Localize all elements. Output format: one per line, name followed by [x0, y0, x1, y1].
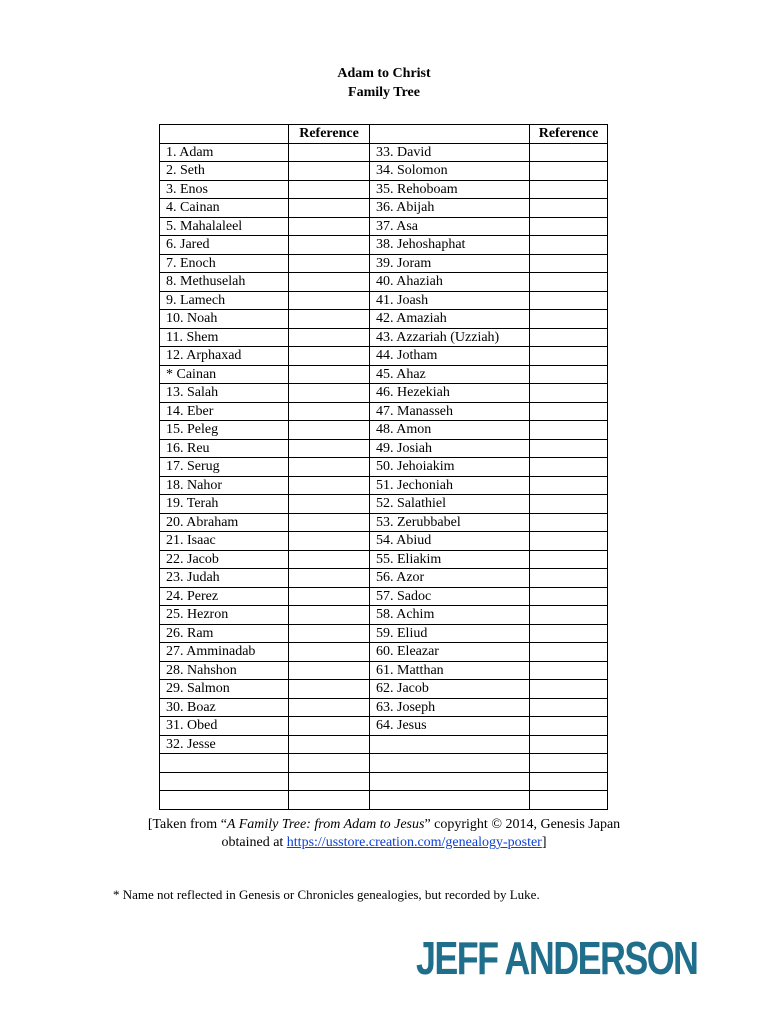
table-row — [160, 162, 608, 181]
reference-cell-left — [289, 328, 370, 347]
table-row — [160, 143, 608, 162]
name-cell-left: 25. Hezron — [160, 606, 289, 625]
reference-cell-right — [530, 217, 608, 236]
document-subtitle: Family Tree — [348, 85, 420, 100]
header-name-right — [370, 125, 530, 144]
reference-cell-right — [530, 291, 608, 310]
name-cell-left: 13. Salah — [160, 384, 289, 403]
table-row — [160, 587, 608, 606]
reference-cell-left — [289, 717, 370, 736]
name-cell-right: 39. Joram — [370, 254, 530, 273]
table-body — [160, 143, 608, 809]
reference-cell-right — [530, 717, 608, 736]
name-cell-right: 41. Joash — [370, 291, 530, 310]
credit-suffix: ” copyright © 2014, Genesis Japan — [424, 817, 621, 832]
name-cell-left: 3. Enos — [160, 180, 289, 199]
name-cell-left: 19. Terah — [160, 495, 289, 514]
name-cell-left: 7. Enoch — [160, 254, 289, 273]
reference-cell-left — [289, 347, 370, 366]
name-cell-right: 59. Eliud — [370, 624, 530, 643]
table-row — [160, 365, 608, 384]
reference-cell-right — [530, 550, 608, 569]
reference-cell-right — [530, 254, 608, 273]
table-row — [160, 310, 608, 329]
reference-cell-right — [530, 439, 608, 458]
reference-cell-left — [289, 402, 370, 421]
name-cell-right: 35. Rehoboam — [370, 180, 530, 199]
reference-cell-right — [530, 402, 608, 421]
reference-cell-right — [530, 328, 608, 347]
header-reference-left: Reference — [289, 125, 370, 144]
reference-cell-right — [530, 347, 608, 366]
reference-cell-left — [289, 550, 370, 569]
table-row — [160, 791, 608, 810]
reference-cell-left — [289, 643, 370, 662]
table-row — [160, 236, 608, 255]
header-name-left — [160, 125, 289, 144]
reference-cell-left — [289, 458, 370, 477]
footnote: * Name not reflected in Genesis or Chronicles genealogies, but recorded by Luke. — [113, 887, 540, 902]
reference-cell-right — [530, 273, 608, 292]
name-cell-left: 20. Abraham — [160, 513, 289, 532]
name-cell-left: 16. Reu — [160, 439, 289, 458]
table-row — [160, 180, 608, 199]
reference-cell-left — [289, 587, 370, 606]
name-cell-right: 50. Jehoiakim — [370, 458, 530, 477]
reference-cell-right — [530, 421, 608, 440]
name-cell-left: 28. Nahshon — [160, 661, 289, 680]
name-cell-left: 21. Isaac — [160, 532, 289, 551]
table-row — [160, 772, 608, 791]
name-cell-left: 9. Lamech — [160, 291, 289, 310]
name-cell-right: 38. Jehoshaphat — [370, 236, 530, 255]
name-cell-right: 44. Jotham — [370, 347, 530, 366]
table-row — [160, 328, 608, 347]
reference-cell-left — [289, 532, 370, 551]
reference-cell-left — [289, 495, 370, 514]
reference-cell-right — [530, 606, 608, 625]
credit-close-bracket: ] — [541, 835, 547, 850]
name-cell-right: 60. Eleazar — [370, 643, 530, 662]
name-cell-left: 23. Judah — [160, 569, 289, 588]
name-cell-right: 53. Zerubbabel — [370, 513, 530, 532]
name-cell-left: 2. Seth — [160, 162, 289, 181]
name-cell-left: 22. Jacob — [160, 550, 289, 569]
reference-cell-left — [289, 291, 370, 310]
reference-cell-left — [289, 476, 370, 495]
table-row — [160, 495, 608, 514]
reference-cell-left — [289, 162, 370, 181]
table-row — [160, 291, 608, 310]
reference-cell-left — [289, 661, 370, 680]
reference-cell-right — [530, 754, 608, 773]
table-row — [160, 402, 608, 421]
name-cell-left — [160, 791, 289, 810]
reference-cell-right — [530, 199, 608, 218]
reference-cell-left — [289, 199, 370, 218]
name-cell-left: 29. Salmon — [160, 680, 289, 699]
reference-cell-right — [530, 643, 608, 662]
name-cell-right: 64. Jesus — [370, 717, 530, 736]
name-cell-right: 46. Hezekiah — [370, 384, 530, 403]
reference-cell-left — [289, 698, 370, 717]
reference-cell-right — [530, 698, 608, 717]
name-cell-left: 11. Shem — [160, 328, 289, 347]
table-row — [160, 624, 608, 643]
name-cell-right: 52. Salathiel — [370, 495, 530, 514]
reference-cell-left — [289, 254, 370, 273]
name-cell-left: 12. Arphaxad — [160, 347, 289, 366]
table-row — [160, 698, 608, 717]
name-cell-right: 55. Eliakim — [370, 550, 530, 569]
name-cell-right — [370, 791, 530, 810]
logo-text: JEFF ANDERSON — [416, 932, 698, 984]
reference-cell-left — [289, 273, 370, 292]
jeff-anderson-logo — [416, 928, 698, 988]
genealogy-poster-link[interactable]: https://usstore.creation.com/genealogy-poster — [286, 835, 542, 850]
name-cell-right: 33. David — [370, 143, 530, 162]
name-cell-right: 48. Amon — [370, 421, 530, 440]
table-row — [160, 254, 608, 273]
table-row — [160, 717, 608, 736]
name-cell-left: * Cainan — [160, 365, 289, 384]
name-cell-right: 42. Amaziah — [370, 310, 530, 329]
name-cell-left: 24. Perez — [160, 587, 289, 606]
name-cell-left: 14. Eber — [160, 402, 289, 421]
name-cell-right: 57. Sadoc — [370, 587, 530, 606]
reference-cell-left — [289, 384, 370, 403]
reference-cell-right — [530, 162, 608, 181]
name-cell-left: 30. Boaz — [160, 698, 289, 717]
name-cell-right: 56. Azor — [370, 569, 530, 588]
reference-cell-right — [530, 384, 608, 403]
name-cell-left: 27. Amminadab — [160, 643, 289, 662]
family-tree-table — [159, 124, 608, 810]
reference-cell-right — [530, 532, 608, 551]
reference-cell-right — [530, 569, 608, 588]
reference-cell-right — [530, 772, 608, 791]
name-cell-right: 58. Achim — [370, 606, 530, 625]
name-cell-left: 6. Jared — [160, 236, 289, 255]
reference-cell-right — [530, 458, 608, 477]
name-cell-left: 17. Serug — [160, 458, 289, 477]
reference-cell-right — [530, 365, 608, 384]
source-credit-line1 — [0, 816, 768, 834]
table-row — [160, 458, 608, 477]
name-cell-left: 4. Cainan — [160, 199, 289, 218]
reference-cell-right — [530, 791, 608, 810]
reference-cell-left — [289, 513, 370, 532]
reference-cell-right — [530, 495, 608, 514]
name-cell-right — [370, 772, 530, 791]
name-cell-right: 51. Jechoniah — [370, 476, 530, 495]
reference-cell-left — [289, 569, 370, 588]
reference-cell-right — [530, 624, 608, 643]
table-row — [160, 661, 608, 680]
credit-obtained-label: obtained at — [221, 835, 287, 850]
reference-cell-right — [530, 310, 608, 329]
name-cell-left — [160, 772, 289, 791]
table-row — [160, 421, 608, 440]
name-cell-right: 40. Ahaziah — [370, 273, 530, 292]
name-cell-left: 26. Ram — [160, 624, 289, 643]
name-cell-left: 18. Nahor — [160, 476, 289, 495]
table-row — [160, 513, 608, 532]
reference-cell-right — [530, 476, 608, 495]
reference-cell-left — [289, 310, 370, 329]
reference-cell-left — [289, 180, 370, 199]
reference-cell-right — [530, 587, 608, 606]
name-cell-right: 34. Solomon — [370, 162, 530, 181]
name-cell-left: 8. Methuselah — [160, 273, 289, 292]
table-row — [160, 217, 608, 236]
reference-cell-left — [289, 680, 370, 699]
name-cell-left: 10. Noah — [160, 310, 289, 329]
reference-cell-right — [530, 180, 608, 199]
table-row — [160, 643, 608, 662]
name-cell-right: 54. Abiud — [370, 532, 530, 551]
table-row — [160, 199, 608, 218]
reference-cell-left — [289, 624, 370, 643]
name-cell-right: 37. Asa — [370, 217, 530, 236]
reference-cell-right — [530, 735, 608, 754]
table-row — [160, 347, 608, 366]
name-cell-left: 5. Mahalaleel — [160, 217, 289, 236]
header-reference-right: Reference — [530, 125, 608, 144]
reference-cell-right — [530, 236, 608, 255]
table-row — [160, 606, 608, 625]
reference-cell-left — [289, 365, 370, 384]
reference-cell-left — [289, 439, 370, 458]
reference-cell-left — [289, 236, 370, 255]
reference-cell-right — [530, 680, 608, 699]
table-row — [160, 273, 608, 292]
document-title: Adam to Christ — [337, 66, 431, 81]
name-cell-left: 1. Adam — [160, 143, 289, 162]
name-cell-right: 45. Ahaz — [370, 365, 530, 384]
name-cell-right: 63. Joseph — [370, 698, 530, 717]
reference-cell-left — [289, 143, 370, 162]
reference-cell-left — [289, 217, 370, 236]
table-row — [160, 532, 608, 551]
name-cell-right: 62. Jacob — [370, 680, 530, 699]
table-row — [160, 680, 608, 699]
reference-cell-right — [530, 513, 608, 532]
name-cell-right — [370, 754, 530, 773]
table-row — [160, 735, 608, 754]
reference-cell-right — [530, 143, 608, 162]
table-row — [160, 754, 608, 773]
reference-cell-left — [289, 772, 370, 791]
table-row — [160, 384, 608, 403]
source-credit-line2 — [0, 834, 768, 852]
name-cell-right: 47. Manasseh — [370, 402, 530, 421]
reference-cell-left — [289, 754, 370, 773]
reference-cell-left — [289, 735, 370, 754]
table-row — [160, 476, 608, 495]
credit-prefix: [Taken from “ — [147, 817, 227, 832]
table-row — [160, 569, 608, 588]
name-cell-left: 15. Peleg — [160, 421, 289, 440]
name-cell-left: 32. Jesse — [160, 735, 289, 754]
credit-book-title: A Family Tree: from Adam to Jesus — [226, 817, 425, 832]
table-row — [160, 439, 608, 458]
reference-cell-left — [289, 606, 370, 625]
name-cell-right: 36. Abijah — [370, 199, 530, 218]
table-header-row — [160, 125, 608, 144]
reference-cell-right — [530, 661, 608, 680]
table-row — [160, 550, 608, 569]
name-cell-right: 43. Azzariah (Uzziah) — [370, 328, 530, 347]
reference-cell-left — [289, 791, 370, 810]
reference-cell-left — [289, 421, 370, 440]
name-cell-left: 31. Obed — [160, 717, 289, 736]
name-cell-right: 49. Josiah — [370, 439, 530, 458]
name-cell-right: 61. Matthan — [370, 661, 530, 680]
name-cell-right — [370, 735, 530, 754]
name-cell-left — [160, 754, 289, 773]
